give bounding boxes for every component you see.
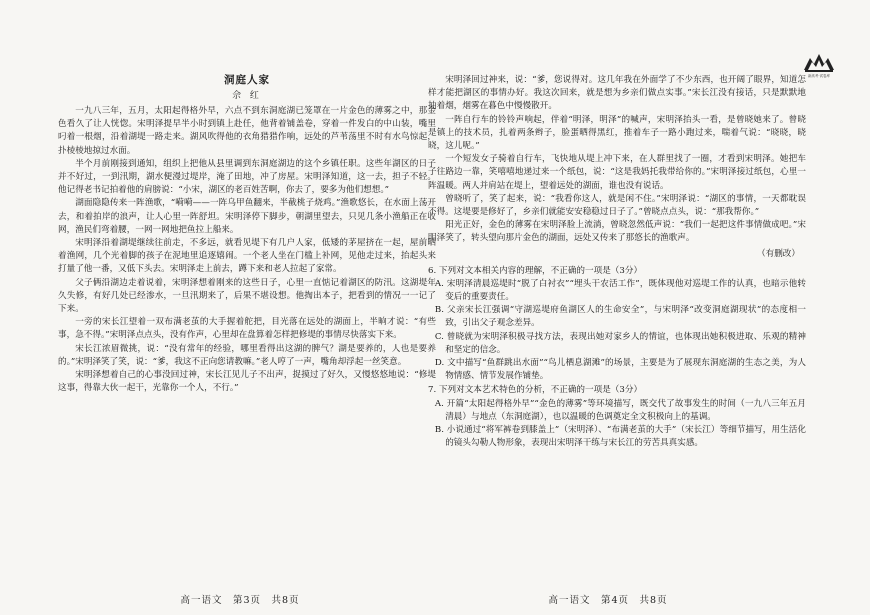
article-title: 洞庭人家 (224, 74, 270, 86)
article-author: 佘 红 (232, 91, 262, 101)
paragraph: 父子俩沿湖边走着说着，宋明泽想着刚来的这些日子，心里一直惦记着湖区的防汛。这湖堤年久失修，有好几处已经渗水，一旦汛期来了，后果不堪设想。他掏出本子，把看到的情况一一记了下来。 (58, 277, 436, 315)
left-page-footer: 高一语文 第3页 共8页 (180, 595, 300, 606)
left-page (58, 74, 436, 395)
question-6-option-d: D. 文中描写“鱼群跳出水面”“鸟儿栖息湖滩”的场景，主要是为了展现东洞庭湖的生态之美，为人物情感、情节发展作铺垫。 (434, 358, 806, 382)
paragraph: 半个月前刚接到通知，组织上把他从县里调到东洞庭湖边的这个乡镇任职。这些年湖区的日子并不好过，一到汛期，湖水便漫过堤岸，淹了田地，冲了房屋。宋明泽知道，这一去，担子不轻。他记得老书记拍着他的肩膀说：“小宋，湖区的老百姓苦啊，你去了，要多为他们想想。” (58, 158, 436, 196)
paragraph: 宋明泽回过神来，说：“爹，您说得对。这几年我在外面学了不少东西，也开阔了眼界，知道怎样才能把湖区的事情办好。我这次回来，就是想为乡亲们做点实事。”宋长江没有接话，只是默默地抽着烟，烟雾在暮色中慢慢散开。 (428, 75, 806, 112)
paragraph: 湖面隐隐传来一阵渔歌，“嗬嗬——一阵乌甲鱼翻来，半截桃子烧鸡。”渔歌悠长，在水面上荡开去，和着拍岸的浪声，让人心里一阵舒坦。宋明泽停下脚步，朝湖里望去，只见几条小渔船正在收网，渔民们弯着腰，一网一网地把鱼拉上船来。 (58, 198, 436, 235)
question-6-stem: 6. 下列对文本相关内容的理解，不正确的一项是（3分） (428, 265, 643, 276)
question-6-option-c: C. 曾晓就为宋明泽积极寻找方法，表现出她对家乡人的情谊，也体现出她积极进取、乐观的精神和坚定的信念。 (434, 331, 806, 355)
paragraph: 一阵自行车的铃铃声响起，伴着“明泽，明泽”的喊声，宋明泽抬头一看，是曾晓她来了。曾晓是镇上的技术员，扎着两条辫子，脸蛋晒得黑红，推着车子一路小跑过来，喘着气说：“晓晓，晓晓，这儿呢。” (428, 114, 806, 152)
paragraph: 宋明泽沿着湖堤继续往前走，不多远，就看见堤下有几户人家，低矮的茅屋挤在一起，屋前晒着渔网，几个光着脚的孩子在泥地里追逐嬉闹。一个老人坐在门槛上补网，见他走过来，抬起头来打量了他一番，又低下头去。宋明泽走上前去，蹲下来和老人拉起了家常。 (58, 238, 436, 275)
question-7-option-b: B. 小说通过“将军裤卷到膝盖上”（宋明泽）、“布满老茧的大手”（宋长江）等细节描写，用生活化的镜头勾勒人物形象，表现出宋明泽干练与宋长江的劳苦具真实感。 (434, 425, 806, 449)
source-note: （有删改） (757, 248, 800, 259)
question-7-stem: 7. 下列对文本艺术特色的分析，不正确的一项是（3分） (428, 385, 643, 396)
right-page-footer: 高一语文 第4页 共8页 (548, 595, 668, 606)
paragraph: 曾晓听了，笑了起来，说：“我看你这人，就是闲不住。”宋明泽说：“湖区的事情，一天都耽误不得。这堤要是修好了，乡亲们就能安安稳稳过日子了。”曾晓点点头，说：“那我帮你。” (428, 193, 806, 218)
question-7-option-a: A. 开篇“太阳起得格外早”“金色的薄雾”等环境描写，既交代了故事发生的时间（一九八三年五月清晨）与地点（东洞庭湖），也以温暖的色调奠定全文积极向上的基调。 (434, 398, 806, 422)
paragraph: 阳光正好，金色的薄雾在宋明泽脸上流淌，曾晓忽然低声说：“我们一起把这件事情做成吧。”宋明泽笑了，转头望向那片金色的湖面，远处又传来了那悠长的渔歌声。 (428, 220, 806, 244)
paragraph: 一九八三年，五月，太阳起得格外早，六点不到东洞庭湖已笼罩在一片金色的薄雾之中，那金色看久了让人恍惚。宋明泽提早半小时到镇上赴任，他背着铺盖卷，穿着一件发白的中山装，嘴里叼着一根烟，沿着湖堤一路走来。湖风吹得他的衣角猎猎作响，远处的芦苇荡里不时有水鸟惊起，扑棱棱地掠过水面。 (58, 106, 436, 156)
watermark-logo-icon (802, 52, 836, 74)
right-page (428, 74, 806, 450)
paragraph: 宋长江浓眉微挑，说：“没有常年的经验，哪里看得出这湖的脾气？湖是要养的，人也是要养的。”宋明泽笑了笑，说：“爹，我这不正向您请教嘛。”老人哼了一声，嘴角却浮起一丝笑意。 (58, 343, 436, 367)
paragraph: 一旁的宋长江望着一双布满老茧的大手握着舵把，目光落在远处的湖面上，半晌才说：“有些事，急不得。”宋明泽点点头，没有作声，心里却在盘算着怎样把修堤的事情尽快落实下来。 (58, 317, 436, 341)
paragraph: 宋明泽想着自己的心事没回过神，宋长江见儿子不出声，捉摸过了好久，又慢悠悠地说：“修堤这事，得靠大伙一起干，光靠你一个人，不行。” (58, 370, 436, 394)
logo-text: 新高考·试卷库 (807, 74, 831, 78)
paragraph: 一个短发女子骑着自行车，飞快地从堤上冲下来，在人群里找了一圈，才看到宋明泽。她把车子往路边一靠，笑嘻嘻地递过来一个纸包，说：“这是我妈托我带给你的。”宋明泽接过纸包，心里一阵温暖。两人并肩站在堤上，望着远处的湖面，谁也没有说话。 (428, 154, 806, 191)
question-6-option-b: B. 父亲宋长江强调“守湖巡堤府鱼湖区人的生命安全”，与宋明泽“改变洞庭湖现状”的态度相一致，引出父子观念差异。 (434, 305, 806, 329)
question-6-option-a: A. 宋明泽清晨巡堤时“脱了白衬衣”“埋头干农活工作”，既体现他对巡堤工作的认真，也暗示他转变后的重要责任。 (434, 278, 806, 303)
